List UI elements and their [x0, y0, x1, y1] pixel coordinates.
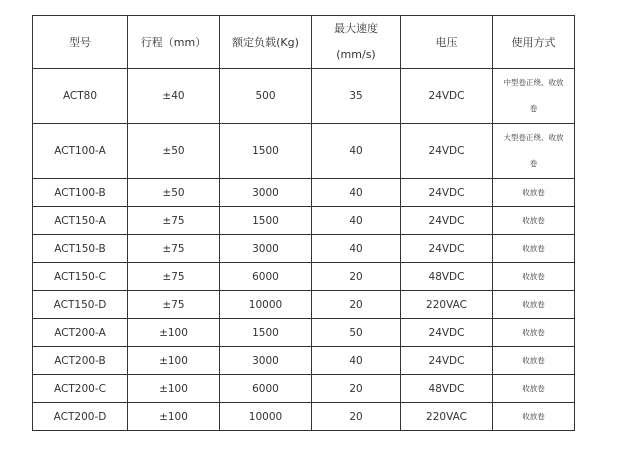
cell-model: ACT150-B: [33, 235, 128, 263]
table-row: [33, 319, 575, 347]
table-row: [33, 69, 575, 124]
header-stroke: 行程（mm）: [128, 16, 220, 69]
table-row: [33, 291, 575, 319]
cell-usage: [493, 124, 575, 179]
cell-load: 3000: [220, 235, 312, 263]
cell-usage: 收放卷: [493, 263, 575, 291]
cell-usage: 收放卷: [493, 291, 575, 319]
cell-voltage: 48VDC: [401, 375, 493, 403]
table-row: [33, 347, 575, 375]
cell-voltage: 220VAC: [401, 291, 493, 319]
table-header-row: [33, 16, 575, 69]
cell-voltage: 24VDC: [401, 179, 493, 207]
cell-voltage: 24VDC: [401, 124, 493, 179]
table-row: [33, 403, 575, 431]
cell-model: ACT80: [33, 69, 128, 124]
cell-usage-line2: 卷: [529, 159, 538, 168]
cell-model: ACT200-D: [33, 403, 128, 431]
header-speed-line1: 最大速度: [334, 22, 378, 35]
cell-load: 10000: [220, 291, 312, 319]
spec-table: [32, 15, 575, 431]
cell-load: 500: [220, 69, 312, 124]
cell-voltage: 24VDC: [401, 235, 493, 263]
cell-voltage: 24VDC: [401, 319, 493, 347]
cell-load: 1500: [220, 207, 312, 235]
cell-model: ACT150-D: [33, 291, 128, 319]
cell-voltage: 24VDC: [401, 207, 493, 235]
cell-speed: 40: [312, 207, 401, 235]
cell-stroke: ±100: [128, 347, 220, 375]
cell-stroke: ±75: [128, 235, 220, 263]
cell-usage: 收放卷: [493, 347, 575, 375]
cell-usage: 收放卷: [493, 319, 575, 347]
cell-usage: [493, 69, 575, 124]
cell-model: ACT150-A: [33, 207, 128, 235]
table-row: [33, 207, 575, 235]
cell-voltage: 220VAC: [401, 403, 493, 431]
cell-speed: 20: [312, 375, 401, 403]
header-speed: [312, 16, 401, 69]
cell-stroke: ±100: [128, 403, 220, 431]
cell-usage-line2: 卷: [529, 104, 538, 113]
cell-speed: 40: [312, 235, 401, 263]
cell-speed: 20: [312, 291, 401, 319]
cell-model: ACT100-B: [33, 179, 128, 207]
cell-model: ACT200-C: [33, 375, 128, 403]
header-speed-line2: (mm/s): [336, 48, 376, 61]
cell-voltage: 48VDC: [401, 263, 493, 291]
cell-usage: 收放卷: [493, 235, 575, 263]
cell-stroke: ±50: [128, 124, 220, 179]
cell-stroke: ±75: [128, 291, 220, 319]
cell-speed: 35: [312, 69, 401, 124]
cell-speed: 40: [312, 347, 401, 375]
cell-usage: 收放卷: [493, 207, 575, 235]
table-row: [33, 235, 575, 263]
cell-speed: 40: [312, 124, 401, 179]
cell-load: 3000: [220, 179, 312, 207]
cell-model: ACT100-A: [33, 124, 128, 179]
cell-stroke: ±100: [128, 319, 220, 347]
cell-model: ACT150-C: [33, 263, 128, 291]
cell-usage: 收放卷: [493, 375, 575, 403]
cell-usage: 收放卷: [493, 403, 575, 431]
cell-usage: 收放卷: [493, 179, 575, 207]
cell-usage-line1: 中型卷正绕、收放: [503, 78, 564, 87]
cell-load: 6000: [220, 263, 312, 291]
cell-usage-line1: 大型卷正绕、收放: [503, 133, 564, 142]
table-row: [33, 375, 575, 403]
cell-voltage: 24VDC: [401, 69, 493, 124]
cell-stroke: ±50: [128, 179, 220, 207]
cell-speed: 20: [312, 403, 401, 431]
cell-model: ACT200-A: [33, 319, 128, 347]
cell-load: 1500: [220, 319, 312, 347]
cell-voltage: 24VDC: [401, 347, 493, 375]
header-load: 额定负载(Kg): [220, 16, 312, 69]
cell-speed: 50: [312, 319, 401, 347]
table-row: [33, 124, 575, 179]
cell-load: 3000: [220, 347, 312, 375]
cell-load: 1500: [220, 124, 312, 179]
cell-stroke: ±75: [128, 263, 220, 291]
cell-speed: 20: [312, 263, 401, 291]
table-row: [33, 179, 575, 207]
cell-speed: 40: [312, 179, 401, 207]
table-row: [33, 263, 575, 291]
cell-stroke: ±75: [128, 207, 220, 235]
header-usage: 使用方式: [493, 16, 575, 69]
cell-load: 6000: [220, 375, 312, 403]
cell-stroke: ±40: [128, 69, 220, 124]
cell-stroke: ±100: [128, 375, 220, 403]
spec-table-container: [32, 15, 575, 431]
header-model: 型号: [33, 16, 128, 69]
cell-model: ACT200-B: [33, 347, 128, 375]
cell-load: 10000: [220, 403, 312, 431]
header-voltage: 电压: [401, 16, 493, 69]
